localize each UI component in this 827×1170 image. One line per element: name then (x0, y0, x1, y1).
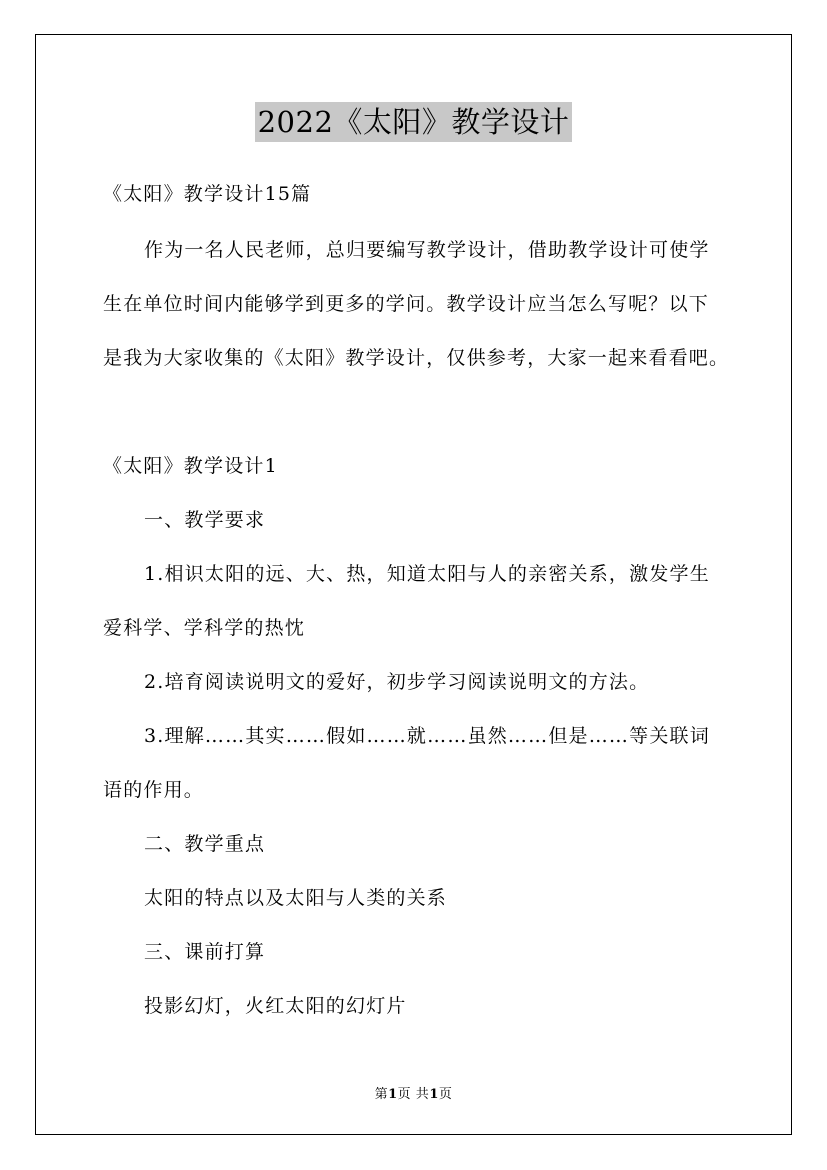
subtitle-line: 《太阳》教学设计15篇 (103, 183, 312, 205)
paragraph-line: 作为一名人民老师，总归要编写教学设计，借助教学设计可使学 (144, 239, 710, 261)
paragraph-line: 爱科学、学科学的热忱 (103, 617, 306, 639)
subsection-heading: 一、教学要求 (144, 509, 266, 531)
page-footer (0, 1083, 827, 1102)
page-prefix: 第 (374, 1087, 389, 1102)
page-suffix: 页 (438, 1087, 453, 1102)
title-container (0, 102, 827, 142)
page-current: 1 (388, 1087, 398, 1102)
subsection-heading: 二、教学重点 (144, 833, 266, 855)
document-title: 2022《太阳》教学设计 (255, 102, 573, 142)
paragraph-line: 语的作用。 (103, 779, 205, 801)
paragraph-line: 2.培育阅读说明文的爱好，初步学习阅读说明文的方法。 (144, 671, 650, 693)
section-heading: 《太阳》教学设计1 (103, 455, 278, 477)
paragraph-line: 投影幻灯，火红太阳的幻灯片 (144, 995, 407, 1017)
paragraph-line: 是我为大家收集的《太阳》教学设计，仅供参考，大家一起来看看吧。 (103, 347, 730, 369)
paragraph-line: 生在单位时间内能够学到更多的学问。教学设计应当怎么写呢？以下 (103, 293, 710, 315)
paragraph-line: 1.相识太阳的远、大、热，知道太阳与人的亲密关系，激发学生 (144, 563, 710, 585)
subsection-heading: 三、课前打算 (144, 941, 266, 963)
paragraph-line: 3.理解……其实……假如……就……虽然……但是……等关联词 (144, 725, 710, 747)
paragraph-line: 太阳的特点以及太阳与人类的关系 (144, 887, 448, 909)
page-mid: 页 共 (397, 1087, 430, 1102)
page-total: 1 (429, 1087, 439, 1102)
